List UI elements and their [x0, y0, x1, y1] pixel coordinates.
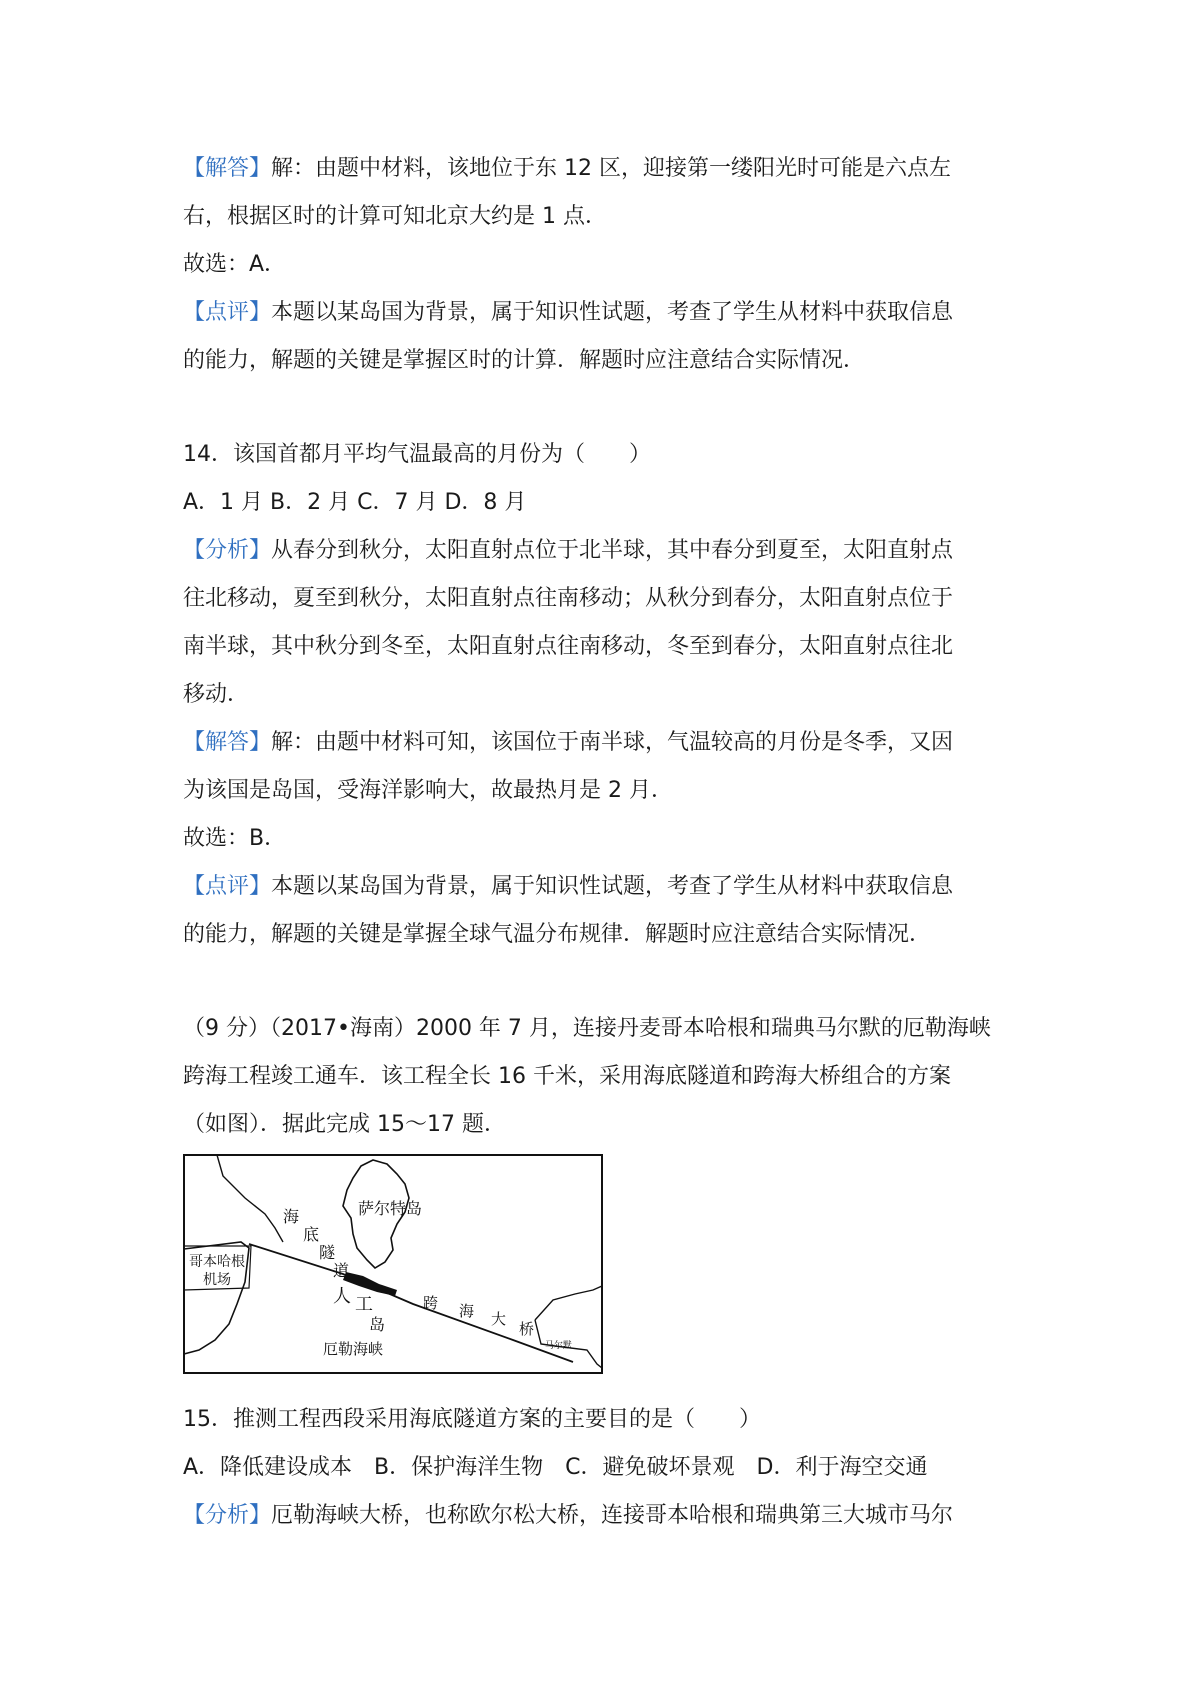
- tunnel-char-4: 道: [333, 1261, 350, 1280]
- dianping-line-1: [183, 298, 953, 328]
- strait-label: 厄勒海峡: [323, 1340, 384, 1358]
- jieda-line-1: [183, 154, 951, 184]
- q14-dianping-line-1: [183, 872, 953, 902]
- airport-label-2: 机场: [203, 1272, 231, 1288]
- q15-question: 15．推测工程西段采用海底隧道方案的主要目的是（ ）: [183, 1407, 761, 1432]
- jieda-text: 解：由题中材料可知，该国位于南半球，气温较高的月份是冬季，又因: [271, 730, 954, 755]
- jieda-line-2: 右，根据区时的计算可知北京大约是 1 点．: [183, 204, 607, 229]
- malmo-label: 马尔默: [545, 1341, 573, 1351]
- q14-dianping-line-2: 的能力，解题的关键是掌握全球气温分布规律．解题时应注意结合实际情况．: [183, 922, 932, 947]
- fenxi-tag: 【分析】: [183, 538, 272, 563]
- q14-jieda-line-2: 为该国是岛国，受海洋影响大，故最热月是 2 月．: [183, 778, 673, 803]
- jieda-tag: 【解答】: [183, 156, 272, 181]
- artificial-island-char-3: 岛: [369, 1315, 386, 1334]
- q14-answer: 故选：B．: [183, 826, 287, 851]
- q14-fenxi-line-2: 往北移动，夏至到秋分，太阳直射点往南移动；从秋分到春分，太阳直射点位于: [183, 586, 954, 611]
- oresund-map: [183, 1154, 603, 1374]
- bridge-char-1: 跨: [423, 1294, 439, 1312]
- q14-jieda-line-1: [183, 728, 953, 758]
- dianping-tag: 【点评】: [183, 300, 272, 325]
- dianping-text: 本题以某岛国为背景，属于知识性试题，考查了学生从材料中获取信息: [271, 300, 954, 325]
- intro-line-2: 跨海工程竣工通车．该工程全长 16 千米，采用海底隧道和跨海大桥组合的方案: [183, 1064, 951, 1089]
- bridge-char-3: 大: [491, 1310, 507, 1328]
- q14-options: A．1 月 B．2 月 C．7 月 D．8 月: [183, 490, 527, 515]
- q14-fenxi-line-4: 移动．: [183, 682, 250, 707]
- intro-line-1: （9 分）（2017•海南）2000 年 7 月，连接丹麦哥本哈根和瑞典马尔默的厄勒海峡: [183, 1016, 991, 1041]
- q15-fenxi-line-1: [183, 1501, 953, 1531]
- tunnel-char-1: 海: [283, 1207, 300, 1226]
- dianping-tag: 【点评】: [183, 874, 272, 899]
- fenxi-tag: 【分析】: [183, 1503, 272, 1528]
- artificial-island-char-1: 人: [333, 1286, 351, 1307]
- answer-line: 故选：A．: [183, 252, 287, 277]
- airport-label-1: 哥本哈根: [189, 1254, 245, 1270]
- q14-fenxi-line-1: [183, 536, 953, 566]
- tunnel-char-3: 隧: [319, 1243, 336, 1262]
- dianping-line-2: 的能力，解题的关键是掌握区时的计算．解题时应注意结合实际情况．: [183, 348, 866, 373]
- q14-question: 14．该国首都月平均气温最高的月份为（ ）: [183, 442, 651, 467]
- jieda-tag: 【解答】: [183, 730, 272, 755]
- artificial-island-char-2: 工: [355, 1294, 373, 1315]
- tunnel-char-2: 底: [303, 1225, 320, 1244]
- bridge-char-2: 海: [459, 1302, 475, 1320]
- q14-fenxi-line-3: 南半球，其中秋分到冬至，太阳直射点往南移动，冬至到春分，太阳直射点往北: [183, 634, 954, 659]
- fenxi-text: 从春分到秋分，太阳直射点位于北半球，其中春分到夏至，太阳直射点: [271, 538, 954, 563]
- saltholm-label: 萨尔特岛: [358, 1199, 423, 1218]
- jieda-text: 解：由题中材料，该地位于东 12 区，迎接第一缕阳光时可能是六点左: [271, 156, 951, 181]
- q15-options: A．降低建设成本 B．保护海洋生物 C．避免破坏景观 D．利于海空交通: [183, 1455, 928, 1480]
- dianping-text: 本题以某岛国为背景，属于知识性试题，考查了学生从材料中获取信息: [271, 874, 954, 899]
- fenxi-text: 厄勒海峡大桥，也称欧尔松大桥，连接哥本哈根和瑞典第三大城市马尔: [271, 1503, 954, 1528]
- intro-line-3: （如图）．据此完成 15～17 题．: [183, 1112, 506, 1137]
- bridge-char-4: 桥: [519, 1320, 535, 1338]
